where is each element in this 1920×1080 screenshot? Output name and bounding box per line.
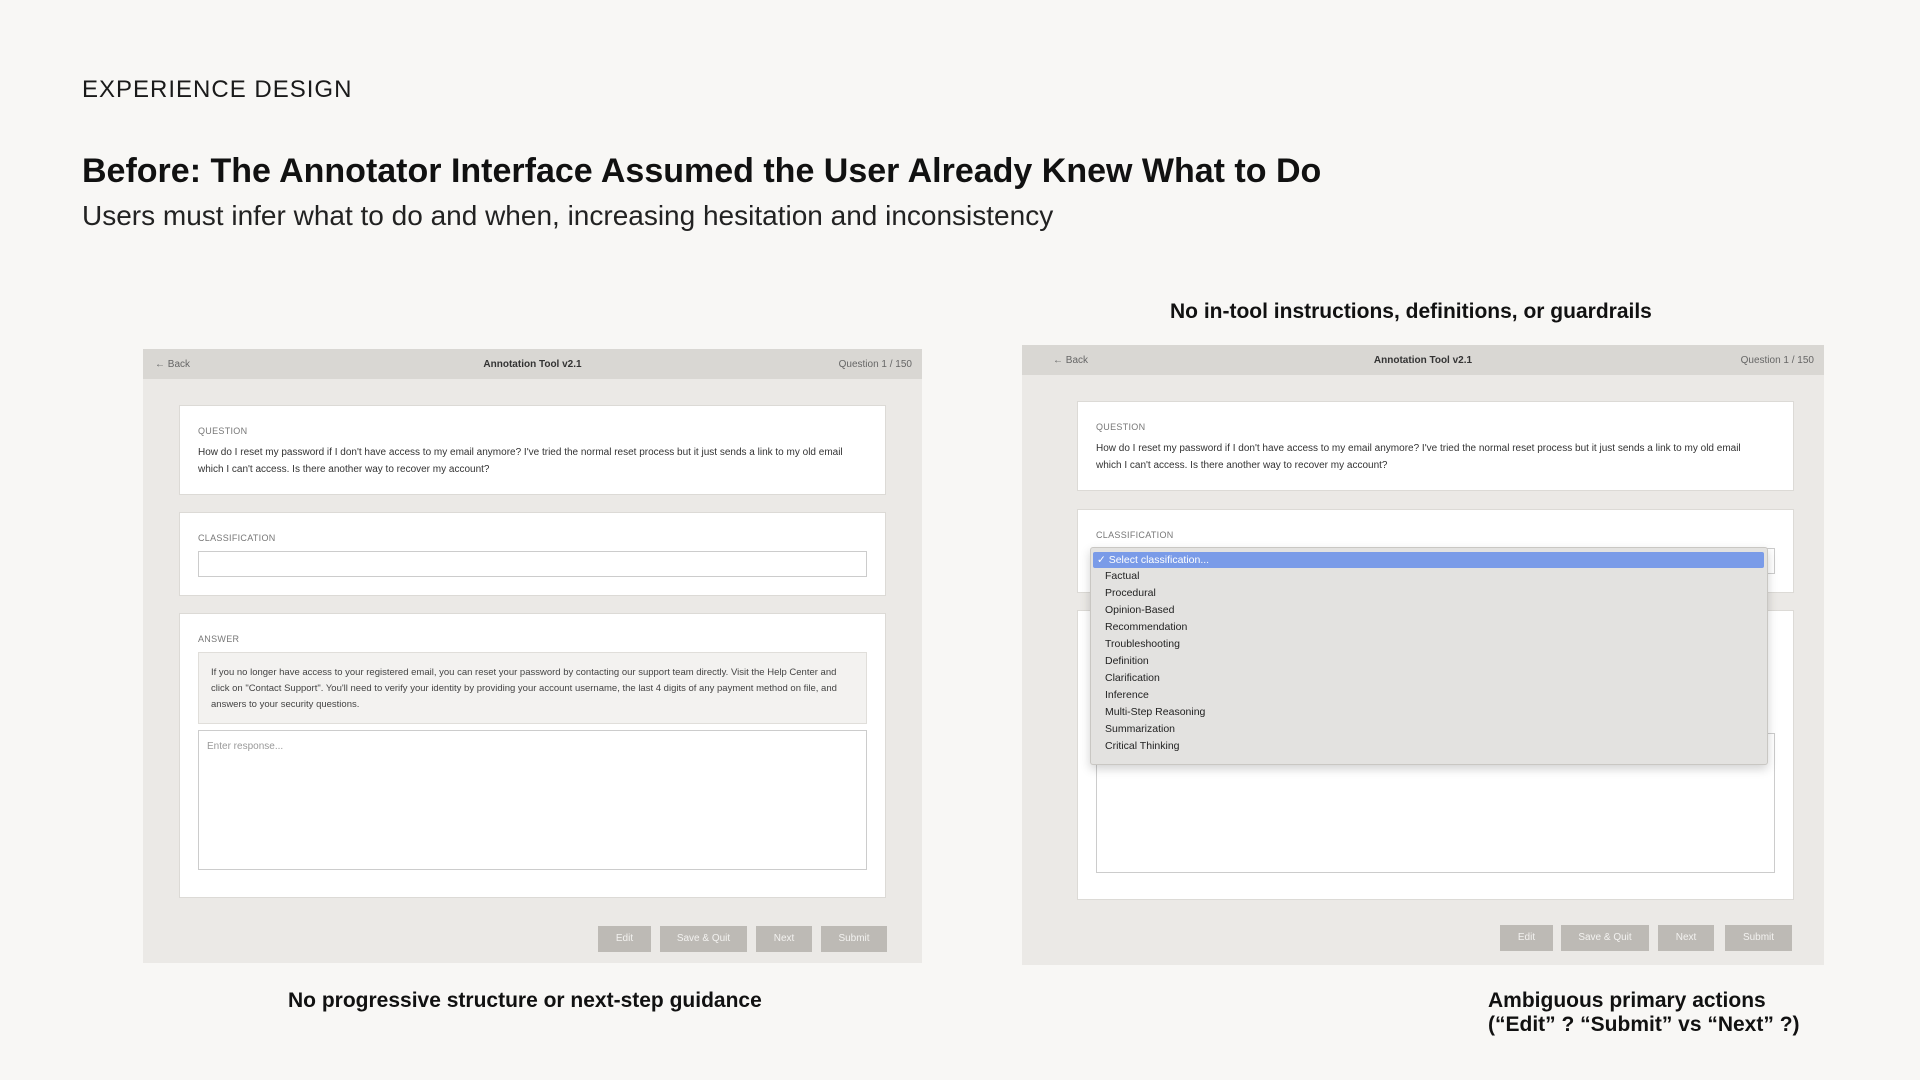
response-input[interactable]: Enter response... [198, 730, 867, 870]
next-button[interactable]: Next [756, 926, 812, 952]
dropdown-option[interactable]: Clarification [1105, 672, 1160, 684]
tool-topbar [143, 349, 922, 379]
dropdown-option[interactable]: Critical Thinking [1105, 740, 1180, 752]
tool-topbar [1022, 345, 1824, 375]
dropdown-option[interactable]: Summarization [1105, 723, 1176, 735]
reference-answer-text: If you no longer have access to your registered email, you can reset your password by contacting our support team directly. Visit the Help Center and click on "Contact Support". You'll need to verify your identity by providing your account username, the last 4 digits of any payment method on file, and answers to your security questions. [198, 652, 867, 724]
submit-button[interactable]: Submit [1725, 925, 1792, 951]
answer-card [179, 613, 886, 898]
tool-title: Annotation Tool v2.1 [483, 359, 582, 370]
classification-label: CLASSIFICATION [198, 533, 276, 543]
question-text: How do I reset my password if I don't have access to my email anymore? I've tried the normal reset process but it just sends a link to my old email which I can't access. Is there another way to recover my account? [198, 447, 843, 475]
callout-structure: No progressive structure or next-step guidance [288, 989, 762, 1012]
question-label: QUESTION [1096, 422, 1146, 432]
question-counter: Question 1 / 150 [838, 359, 912, 370]
question-label: QUESTION [198, 426, 248, 436]
dropdown-option[interactable]: Procedural [1105, 587, 1156, 599]
classification-label: CLASSIFICATION [1096, 530, 1174, 540]
classification-card [179, 512, 886, 596]
dropdown-option-selected[interactable]: ✓ Select classification... [1093, 552, 1764, 568]
dropdown-option[interactable]: Inference [1105, 689, 1149, 701]
dropdown-option[interactable]: Troubleshooting [1105, 638, 1180, 650]
callout-actions-line1: Ambiguous primary actions [1488, 989, 1766, 1012]
dropdown-option[interactable]: Definition [1105, 655, 1149, 667]
question-counter: Question 1 / 150 [1740, 355, 1814, 366]
next-button[interactable]: Next [1658, 925, 1714, 951]
submit-button[interactable]: Submit [821, 926, 887, 952]
save-quit-button[interactable]: Save & Quit [660, 926, 747, 952]
dropdown-option[interactable]: Recommendation [1105, 621, 1188, 633]
slide-title: Before: The Annotator Interface Assumed the User Already Knew What to Do [82, 152, 1322, 190]
edit-button[interactable]: Edit [598, 926, 651, 952]
question-text: How do I reset my password if I don't have access to my email anymore? I've tried the normal reset process but it just sends a link to my old email which I can't access. Is there another way to recover my account? [1096, 443, 1741, 471]
classification-select[interactable] [198, 551, 867, 577]
answer-label: ANSWER [198, 634, 240, 644]
annotation-tool-screen-left [143, 349, 922, 963]
callout-instructions: No in-tool instructions, definitions, or guardrails [1170, 300, 1652, 323]
edit-button[interactable]: Edit [1500, 925, 1553, 951]
callout-actions-line2: (“Edit” ? “Submit” vs “Next” ?) [1488, 1013, 1800, 1036]
back-link[interactable]: ← Back [1053, 355, 1089, 366]
dropdown-option[interactable]: Opinion-Based [1105, 604, 1175, 616]
classification-dropdown-menu[interactable] [1090, 547, 1768, 765]
dropdown-option[interactable]: Multi-Step Reasoning [1105, 706, 1206, 718]
save-quit-button[interactable]: Save & Quit [1561, 925, 1649, 951]
back-link[interactable]: ← Back [155, 359, 191, 370]
tool-title: Annotation Tool v2.1 [1373, 355, 1473, 366]
callout-actions [1488, 989, 1800, 1037]
question-card [1077, 401, 1794, 491]
annotation-tool-screen-right [1022, 345, 1824, 965]
question-card [179, 405, 886, 495]
eyebrow-label: EXPERIENCE DESIGN [82, 76, 353, 103]
slide-subtitle: Users must infer what to do and when, increasing hesitation and inconsistency [82, 200, 1054, 231]
dropdown-option[interactable]: Factual [1105, 570, 1140, 582]
